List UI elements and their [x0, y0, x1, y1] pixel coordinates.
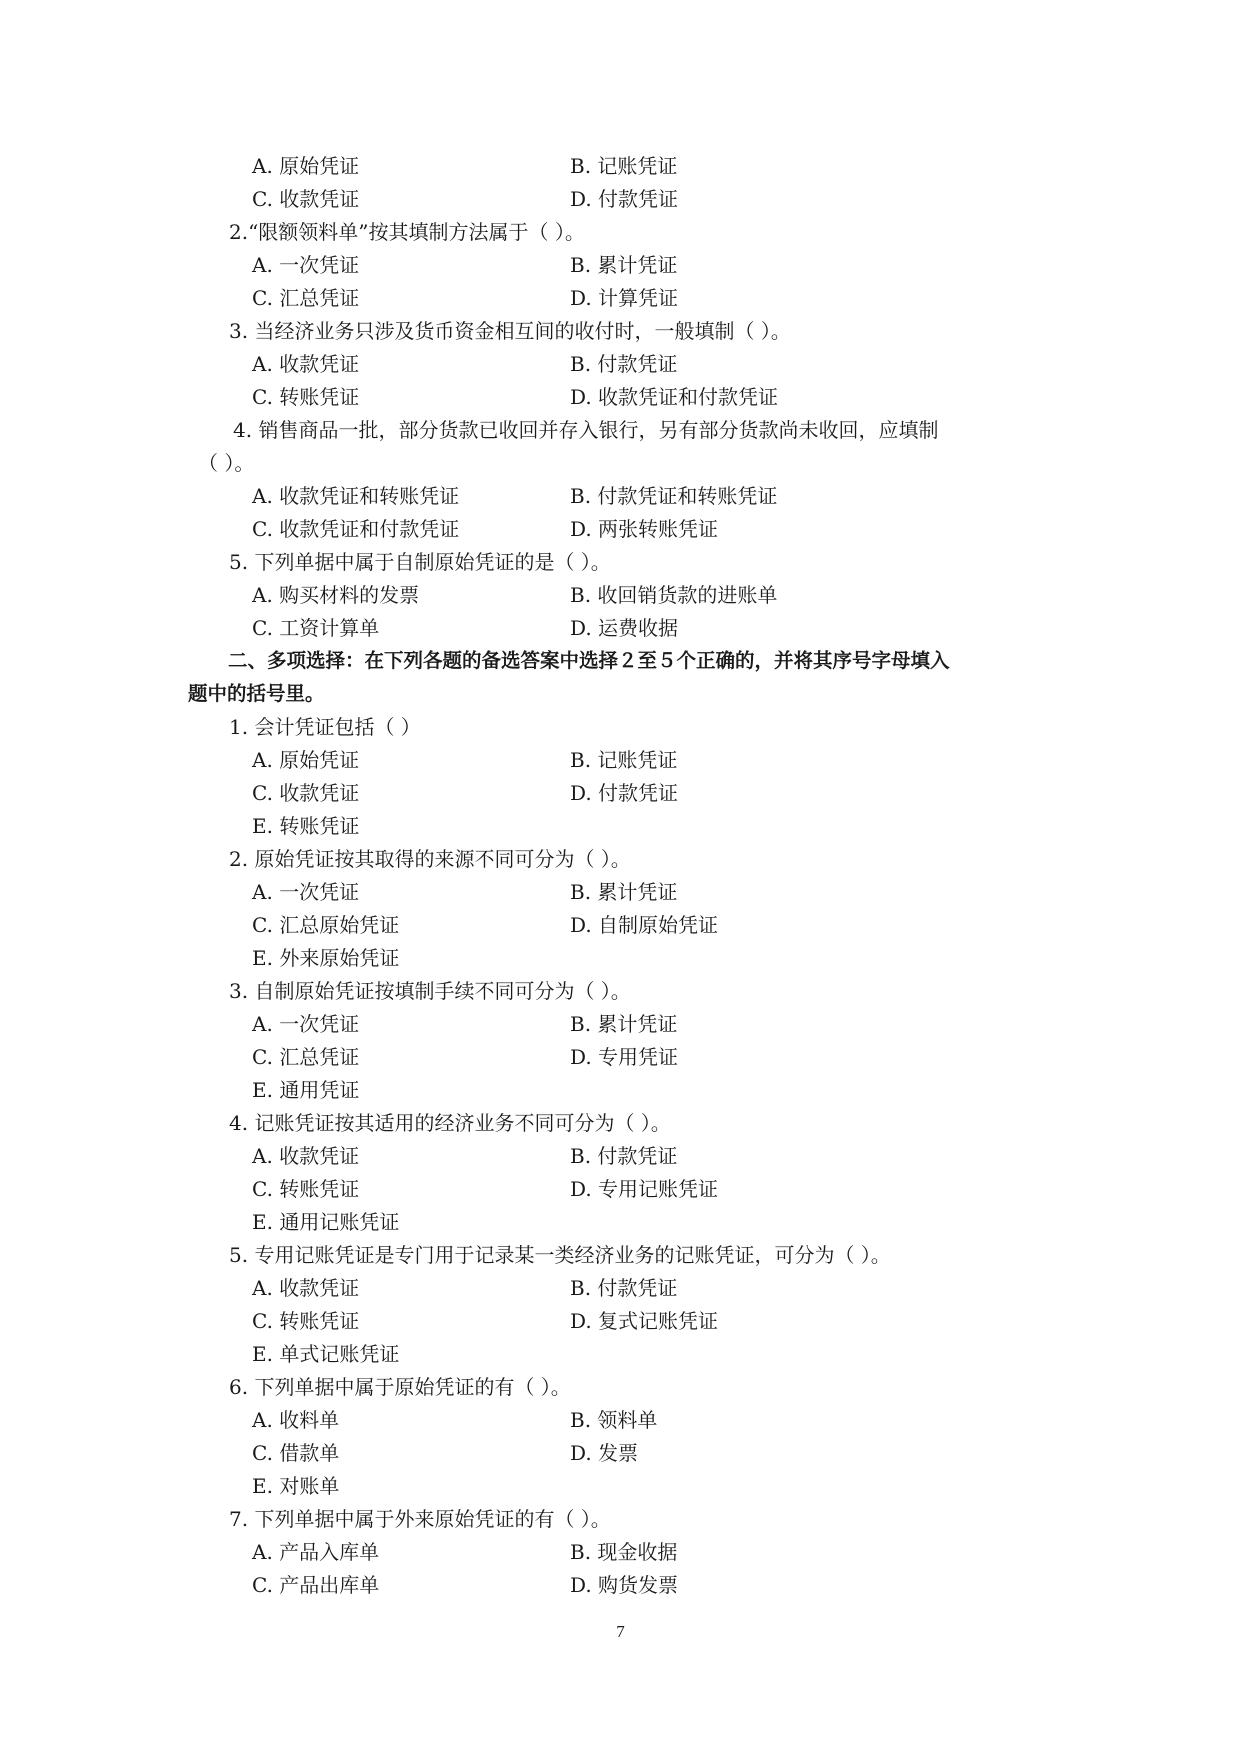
- option-text: D. 复式记账凭证: [570, 1309, 719, 1333]
- option-text: C. 转账凭证: [252, 1309, 360, 1333]
- option-text: A. 一次凭证: [252, 880, 360, 904]
- option-text: C. 转账凭证: [252, 1177, 360, 1201]
- option-text: C. 收款凭证: [252, 781, 360, 805]
- option-text: C. 收款凭证: [252, 187, 360, 211]
- option-text: E. 外来原始凭证: [252, 946, 400, 970]
- option-text: A. 一次凭证: [252, 1012, 360, 1036]
- option-text: A. 购买材料的发票: [252, 583, 420, 607]
- question-stem: 5. 专用记账凭证是专门用于记录某一类经济业务的记账凭证，可分为（ ）。: [229, 1243, 891, 1267]
- section-heading: 二、多项选择：在下列各题的备选答案中选择２至５个正确的，并将其序号字母填入: [228, 649, 950, 672]
- option-text: D. 发票: [570, 1441, 639, 1465]
- section-heading-continued: 题中的括号里。: [188, 682, 325, 705]
- question-stem: 3. 当经济业务只涉及货币资金相互间的收付时，一般填制（ ）。: [229, 319, 791, 343]
- option-text: C. 汇总原始凭证: [252, 913, 400, 937]
- option-text: E. 通用凭证: [252, 1078, 360, 1102]
- option-text: D. 运费收据: [570, 616, 679, 640]
- option-text: C. 产品出库单: [252, 1573, 380, 1597]
- option-text: D. 计算凭证: [570, 286, 679, 310]
- option-text: B. 记账凭证: [570, 748, 678, 772]
- question-stem: 6. 下列单据中属于原始凭证的有（ ）。: [229, 1375, 571, 1399]
- option-text: A. 原始凭证: [252, 154, 360, 178]
- question-stem: 4. 销售商品一批，部分货款已收回并存入银行，另有部分货款尚未收回，应填制: [233, 418, 939, 442]
- option-text: B. 付款凭证和转账凭证: [570, 484, 778, 508]
- question-stem: 5. 下列单据中属于自制原始凭证的是（ ）。: [229, 550, 611, 574]
- option-text: D. 付款凭证: [570, 781, 679, 805]
- option-text: B. 累计凭证: [570, 880, 678, 904]
- option-text: B. 付款凭证: [570, 352, 678, 376]
- option-text: C. 借款单: [252, 1441, 340, 1465]
- option-text: D. 两张转账凭证: [570, 517, 719, 541]
- option-text: D. 专用凭证: [570, 1045, 679, 1069]
- option-text: C. 汇总凭证: [252, 1045, 360, 1069]
- option-text: D. 收款凭证和付款凭证: [570, 385, 779, 409]
- option-text: A. 收料单: [252, 1408, 340, 1432]
- option-text: A. 产品入库单: [252, 1540, 380, 1564]
- question-stem: 4. 记账凭证按其适用的经济业务不同可分为（ ）。: [229, 1111, 671, 1135]
- option-text: E. 对账单: [252, 1474, 340, 1498]
- option-text: C. 汇总凭证: [252, 286, 360, 310]
- option-text: A. 收款凭证: [252, 1276, 360, 1300]
- option-text: A. 收款凭证和转账凭证: [252, 484, 460, 508]
- option-text: A. 收款凭证: [252, 1144, 360, 1168]
- option-text: D. 专用记账凭证: [570, 1177, 719, 1201]
- option-text: B. 累计凭证: [570, 1012, 678, 1036]
- option-text: B. 收回销货款的进账单: [570, 583, 778, 607]
- question-stem: 1. 会计凭证包括（ ）: [229, 715, 421, 739]
- option-text: E. 转账凭证: [252, 814, 360, 838]
- option-text: B. 记账凭证: [570, 154, 678, 178]
- option-text: B. 现金收据: [570, 1540, 678, 1564]
- option-text: C. 工资计算单: [252, 616, 380, 640]
- question-stem: 2. 原始凭证按其取得的来源不同可分为（ ）。: [229, 847, 631, 871]
- option-text: C. 转账凭证: [252, 385, 360, 409]
- option-text: B. 付款凭证: [570, 1276, 678, 1300]
- option-text: B. 付款凭证: [570, 1144, 678, 1168]
- option-text: A. 原始凭证: [252, 748, 360, 772]
- option-text: D. 付款凭证: [570, 187, 679, 211]
- question-stem: 3. 自制原始凭证按填制手续不同可分为（ ）。: [229, 979, 631, 1003]
- option-text: E. 单式记账凭证: [252, 1342, 400, 1366]
- page-number: 7: [616, 1622, 625, 1641]
- option-text: D. 自制原始凭证: [570, 913, 719, 937]
- option-text: B. 领料单: [570, 1408, 658, 1432]
- option-text: D. 购货发票: [570, 1573, 679, 1597]
- option-text: E. 通用记账凭证: [252, 1210, 400, 1234]
- option-text: C. 收款凭证和付款凭证: [252, 517, 460, 541]
- question-stem: 7. 下列单据中属于外来原始凭证的有（ ）。: [229, 1507, 611, 1531]
- option-text: A. 收款凭证: [252, 352, 360, 376]
- question-stem: 2.“限额领料单”按其填制方法属于（ ）。: [229, 220, 585, 244]
- option-text: B. 累计凭证: [570, 253, 678, 277]
- question-stem-continued: （ ）。: [198, 451, 255, 475]
- option-text: A. 一次凭证: [252, 253, 360, 277]
